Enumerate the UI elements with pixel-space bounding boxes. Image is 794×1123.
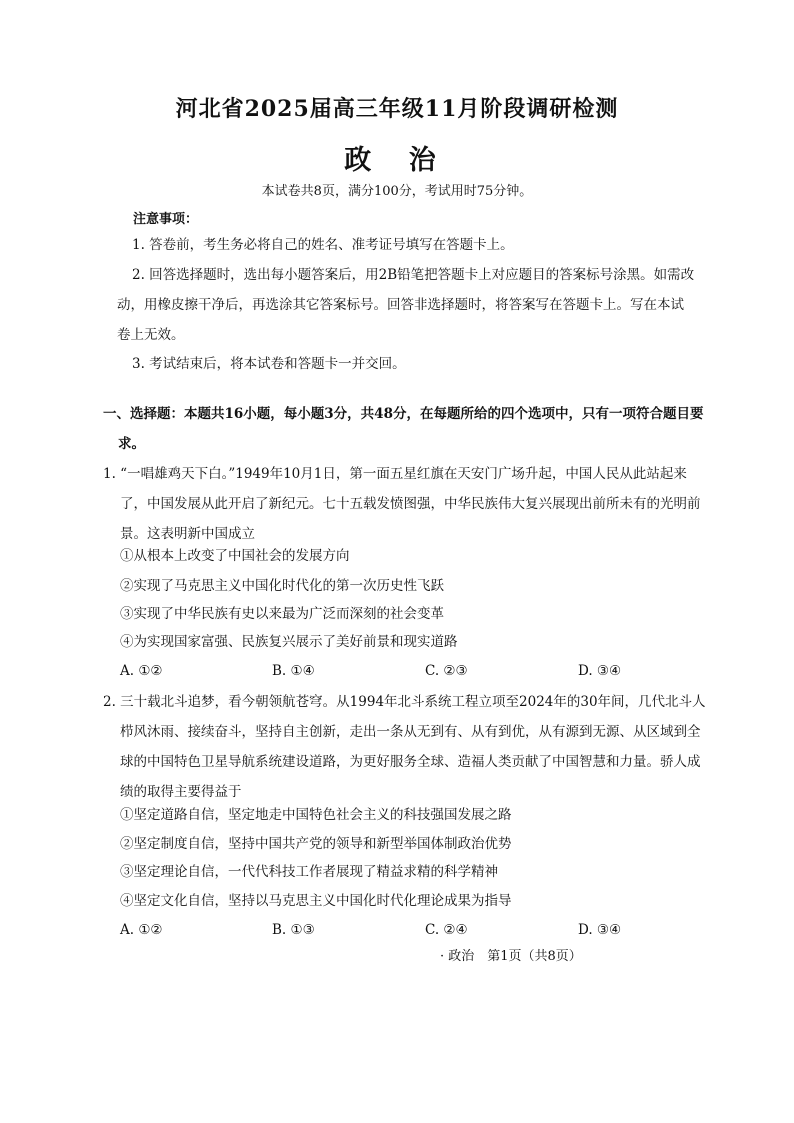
section-heading: 一、选择题：本题共16小题，每小题3分，共48分，在每题所给的四个选项中，只有一项符合题目要求。 (103, 406, 704, 452)
page-footer: · 政治 第1页（共8页） (440, 949, 582, 964)
question-2-stem: 2. 三十载北斗追梦，看今朝领航苍穹。从1994年北斗系统工程立项至2024年的30年间，几代北斗人栉风沐雨、接续奋斗，坚持自主创新，走出一条从无到有、从有到优，从有源到无源、从区域到全球的中国特色卫星导航系统建设道路，为更好服务全球、造福人类贡献了中国智慧和力量。骄人成绩的取得主要得益于 (103, 694, 706, 800)
question-2-option-c[interactable]: C. ②④ (425, 922, 468, 938)
exam-info: 本试卷共8页，满分100分，考试用时75分钟。 (261, 184, 533, 199)
question-2-options (120, 915, 695, 945)
question-1-statement-3: ③实现了中华民族有史以来最为广泛而深刻的社会变革 (120, 606, 444, 622)
question-2-option-a[interactable]: A. ①② (120, 922, 163, 938)
note-item-1: 1. 答卷前，考生务必将自己的姓名、准考证号填写在答题卡上。 (132, 237, 514, 253)
question-2-statement-1: ①坚定道路自信，坚定地走中国特色社会主义的科技强国发展之路 (120, 807, 512, 823)
question-1-statement-4: ④为实现国家富强、民族复兴展示了美好前景和现实道路 (120, 634, 458, 650)
question-1-options (120, 656, 695, 686)
question-1-option-c[interactable]: C. ②③ (425, 663, 468, 679)
exam-title: 河北省2025届高三年级11月阶段调研检测 (175, 96, 619, 122)
question-1-statement-1: ①从根本上改变了中国社会的发展方向 (120, 548, 350, 564)
question-2-statement-3: ③坚定理论自信，一代代科技工作者展现了精益求精的科学精神 (120, 864, 498, 880)
notes-heading: 注意事项： (133, 212, 199, 227)
note-item-2: 2. 回答选择题时，选出每小题答案后，用2B铅笔把答题卡上对应题目的答案标号涂黑。如需改动，用橡皮擦干净后，再选涂其它答案标号。回答非选择题时，将答案写在答题卡上。写在本试卷上无效。 (117, 267, 695, 343)
subject-title: 政 治 (344, 145, 450, 176)
note-item-3: 3. 考试结束后，将本试卷和答题卡一并交回。 (132, 356, 406, 372)
question-2-statement-4: ④坚定文化自信，坚持以马克思主义中国化时代化理论成果为指导 (120, 893, 512, 909)
question-1-statement-2: ②实现了马克思主义中国化时代化的第一次历史性飞跃 (120, 578, 444, 594)
question-2-option-b[interactable]: B. ①③ (272, 922, 315, 938)
question-1-option-d[interactable]: D. ③④ (578, 663, 622, 679)
question-2-statement-2: ②坚定制度自信，坚持中国共产党的领导和新型举国体制政治优势 (120, 836, 512, 852)
question-1-option-a[interactable]: A. ①② (120, 663, 163, 679)
question-1-stem: 1. “一唱雄鸡天下白。”1949年10月1日，第一面五星红旗在天安门广场升起，中国人民从此站起来了，中国发展从此开启了新纪元。七十五载发愤图强，中华民族伟大复兴展现出前所未有的光明前景。这表明新中国成立 (103, 466, 701, 542)
question-1-option-b[interactable]: B. ①④ (272, 663, 315, 679)
question-2-option-d[interactable]: D. ③④ (578, 922, 622, 938)
